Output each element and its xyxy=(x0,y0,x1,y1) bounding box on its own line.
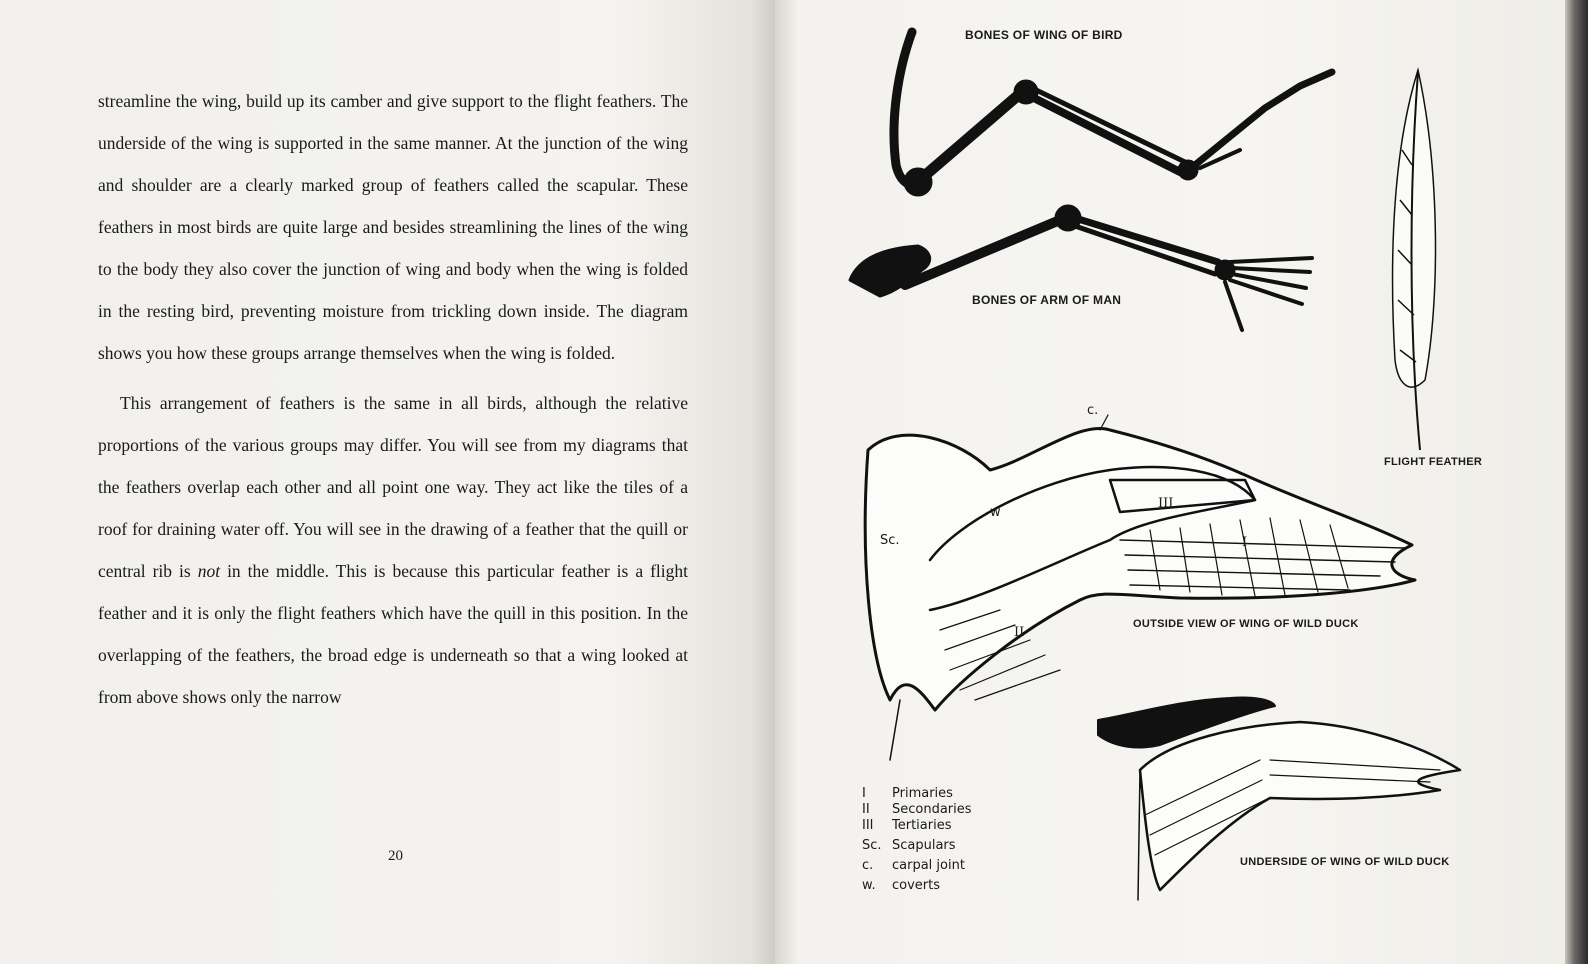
legend-row xyxy=(862,838,972,854)
legend-label: coverts xyxy=(892,878,941,893)
wing-legend xyxy=(862,786,972,894)
legend-symbol: c. xyxy=(862,858,874,873)
caption-flight-feather: FLIGHT FEATHER xyxy=(1384,456,1483,468)
caption-underside: UNDERSIDE OF WING OF WILD DUCK xyxy=(1240,856,1450,868)
legend-row xyxy=(862,786,972,802)
paragraph-1: streamline the wing, build up its camber and give support to the flight feathers. The underside of the wing is supported in the same manner. At the junction of the wing and shoulder are a clearly marked group of feathers called the scapular. These feathers in most birds are quite large and besides streamlining the lines of the wing to the body they also cover the junction of wing and body when the wing is folded in the resting bird, preventing moisture from trickling down inside. The diagram shows you how these groups arrange themselves when the wing is folded. xyxy=(98,91,688,363)
flight-feather-illustration xyxy=(1393,70,1436,450)
legend-row xyxy=(862,858,972,874)
human-arm-bones-illustration xyxy=(850,205,1312,330)
legend-label: Primaries xyxy=(892,786,953,801)
legend-label: Scapulars xyxy=(892,838,956,853)
label-primaries: I xyxy=(1242,535,1248,550)
legend-row xyxy=(862,818,972,834)
caption-man-bones: BONES OF ARM OF MAN xyxy=(972,293,1122,307)
bird-wing-bones-illustration xyxy=(894,32,1332,196)
caption-bird-bones: BONES OF WING OF BIRD xyxy=(965,28,1123,42)
underside-wing-illustration xyxy=(1098,697,1460,900)
legend-symbol: I xyxy=(862,786,866,801)
label-carpal: c. xyxy=(1087,403,1099,418)
page-number: 20 xyxy=(388,848,403,864)
legend-symbol: II xyxy=(862,802,870,817)
label-secondaries: II xyxy=(1014,625,1025,640)
label-coverts: w xyxy=(990,505,1001,520)
outside-wing-illustration xyxy=(865,415,1415,760)
legend-row xyxy=(862,878,972,894)
italic-word: not xyxy=(197,561,221,581)
legend-symbol: Sc. xyxy=(862,838,882,853)
caption-outside-view: OUTSIDE VIEW OF WING OF WILD DUCK xyxy=(1133,618,1359,630)
label-tertiaries: III xyxy=(1158,496,1174,511)
legend-symbol: w. xyxy=(862,878,876,893)
paragraph-2-text: This arrangement of feathers is the same in all birds, although the relative proportions of the various groups may differ. You will see from my diagrams that the feathers overlap each other and all point one way. They act like the tiles of a roof for draining water off. You will see in the drawing of a feather that the quill or central rib is xyxy=(98,393,688,581)
legend-label: carpal joint xyxy=(892,858,965,873)
legend-label: Tertiaries xyxy=(892,818,952,833)
legend-row xyxy=(862,802,972,818)
paragraph-2-continued: in the middle. This is because this particular feather is a flight feather and it is only the flight feathers which have the quill in this position. In the overlapping of the feathers, the broad edge is underneath so that a wing looked at from above shows only the narrow xyxy=(98,561,689,707)
legend-label: Secondaries xyxy=(892,802,972,817)
legend-symbol: III xyxy=(862,818,874,833)
label-scapulars: Sc. xyxy=(880,533,900,548)
